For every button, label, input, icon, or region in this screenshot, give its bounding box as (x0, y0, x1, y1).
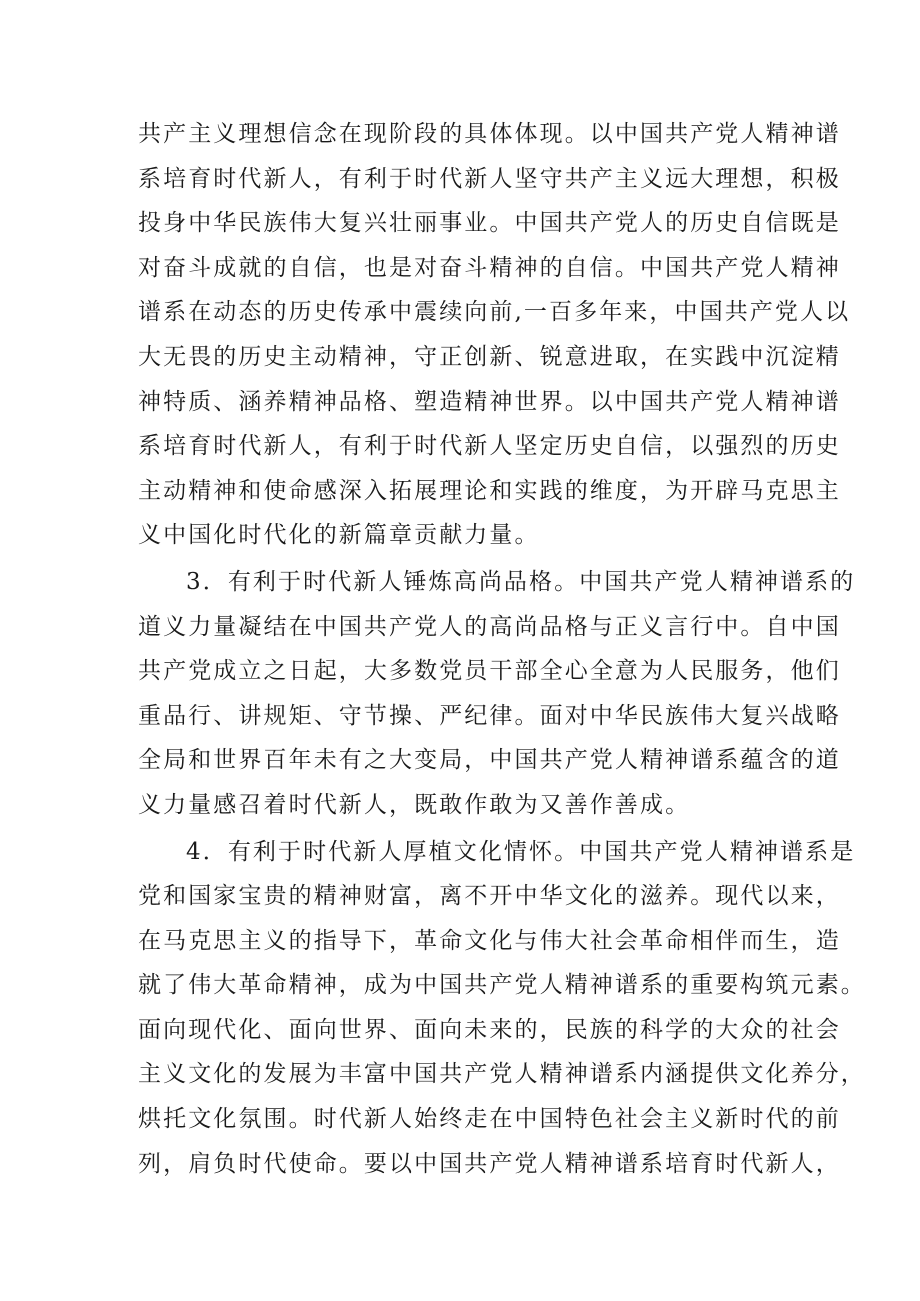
paragraph-3 (138, 830, 866, 1187)
text-line: 系培育时代新人，有利于时代新人坚定历史自信，以强烈的历史 (138, 433, 841, 460)
text-line: 全局和世界百年未有之大变局，中国共产党人精神谱系蕴含的道 (138, 747, 841, 774)
text-line: 3．有利于时代新人锤炼高尚品格。中国共产党人精神谱系的 (186, 568, 856, 595)
text-line: 道义力量凝结在中国共产党人的高尚品格与正义言行中。自中国 (138, 613, 841, 640)
body-text (138, 112, 866, 1186)
text-line: 4．有利于时代新人厚植文化情怀。中国共产党人精神谱系是 (186, 838, 856, 865)
text-line: 对奋斗成就的自信，也是对奋斗精神的自信。中国共产党人精神 (138, 254, 841, 281)
text-line: 在马克思主义的指导下，革命文化与伟大社会革命相伴而生，造 (138, 927, 841, 954)
text-line: 义力量感召着时代新人，既敢作敢为又善作善成。 (138, 791, 691, 818)
text-line: 主动精神和使命感深入拓展理论和实践的维度，为开辟马克思主 (138, 477, 841, 504)
text-line: 义中国化时代化的新篇章贡献力量。 (138, 522, 540, 549)
text-line: 烘托文化氛围。时代新人始终走在中国特色社会主义新时代的前 (138, 1106, 841, 1133)
text-line: 就了伟大革命精神，成为中国共产党人精神谱系的重要构筑元素。 (138, 972, 866, 999)
text-line: 列，肩负时代使命。要以中国共产党人精神谱系培育时代新人， (138, 1150, 841, 1177)
text-line: 系培育时代新人，有利于时代新人坚守共产主义远大理想，积极 (138, 165, 841, 192)
text-line: 面向现代化、面向世界、面向未来的，民族的科学的大众的社会 (138, 1016, 841, 1043)
text-line: 投身中华民族伟大复兴壮丽事业。中国共产党人的历史自信既是 (138, 210, 841, 237)
text-line: 共产主义理想信念在现阶段的具体体现。以中国共产党人精神谱 (138, 121, 841, 147)
paragraph-1 (138, 112, 851, 558)
text-line: 党和国家宝贵的精神财富，离不开中华文化的滋养。现代以来， (138, 883, 841, 910)
text-line: 神特质、涵养精神品格、塑造精神世界。以中国共产党人精神谱 (138, 388, 841, 415)
text-line: 谱系在动态的历史传承中震续向前,一百多年来，中国共产党人以 (138, 299, 851, 326)
paragraph-2 (138, 560, 856, 828)
text-line: 重品行、讲规矩、守节操、严纪律。面对中华民族伟大复兴战略 (138, 702, 841, 729)
text-line: 大无畏的历史主动精神，守正创新、锐意进取，在实践中沉淀精 (138, 343, 841, 370)
text-line: 共产党成立之日起，大多数党员干部全心全意为人民服务，他们 (138, 658, 841, 685)
text-line: 主义文化的发展为丰富中国共产党人精神谱系内涵提供文化养分， (138, 1061, 866, 1088)
